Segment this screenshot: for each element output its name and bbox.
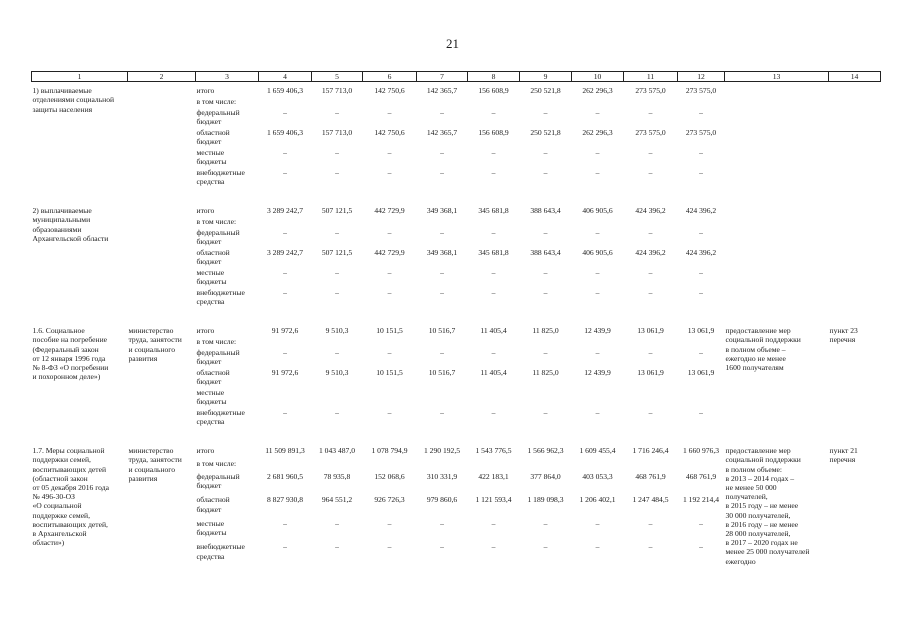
amount-cell xyxy=(572,337,624,348)
amount-cell: – xyxy=(335,268,339,278)
amount-cell: – xyxy=(335,168,339,178)
amount-cell xyxy=(678,97,725,108)
funding-source: внебюджетные средства xyxy=(196,542,245,561)
amount-cell: 349 368,1 xyxy=(426,248,458,258)
amount-cell: – xyxy=(440,268,444,278)
expected-result: предоставление мер социальной поддержки в полном объеме: в 2013 – 2014 годах – не менее 50 000 получателей, в 2015 году – не менее 30 000 получателей, в 2016 году – не менее 28 000 получателей, в 2017 – 2020 годах не менее 25 000 получателей ежегодно xyxy=(725,446,810,566)
amount-cell: – xyxy=(491,228,496,238)
amount-cell xyxy=(417,459,468,472)
amount-cell: – xyxy=(648,518,653,528)
header-cell: 7 xyxy=(417,72,468,82)
amount-cell: – xyxy=(440,542,444,552)
measure-name: 2) выплачиваемые муниципальными образованиями Архангельской области xyxy=(32,206,109,243)
amount-cell xyxy=(312,388,363,408)
amount-cell: 345 681,8 xyxy=(478,248,509,258)
funding-source: федеральный бюджет xyxy=(196,348,240,367)
funding-source: областной бюджет xyxy=(196,248,230,267)
amount-cell: 250 521,8 xyxy=(530,128,561,138)
header-cell: 9 xyxy=(520,72,572,82)
header-cell: 6 xyxy=(363,72,417,82)
amount-cell: 10 151,5 xyxy=(376,368,403,378)
reference-item: пункт 21 перечня xyxy=(829,446,858,465)
amount-cell: – xyxy=(491,108,496,118)
amount-cell: 1 192 214,4 xyxy=(682,495,720,505)
amount-cell: 142 365,7 xyxy=(426,128,458,138)
amount-cell: 13 061,9 xyxy=(637,326,664,336)
amount-cell: – xyxy=(387,542,392,552)
amount-cell: – xyxy=(595,268,600,278)
amount-cell xyxy=(363,97,417,108)
measure-name: 1.7. Меры социальной поддержки семей, воспитывающих детей (областной закон от 05 декабря 2016 года № 496-30-ОЗ «О социальной поддержке семей, воспитывающих детей, в Архангельской области») xyxy=(32,446,109,548)
amount-cell: – xyxy=(595,288,600,298)
funding-source: в том числе: xyxy=(196,337,237,347)
amount-cell: 964 551,2 xyxy=(321,495,353,505)
amount-cell xyxy=(312,459,363,472)
amount-cell xyxy=(624,459,678,472)
amount-cell xyxy=(520,459,572,472)
funding-source: областной бюджет xyxy=(196,368,230,387)
funding-source: областной бюджет xyxy=(196,495,230,514)
amount-cell xyxy=(363,217,417,228)
amount-cell: – xyxy=(648,148,653,158)
header-cell: 4 xyxy=(259,72,312,82)
amount-cell xyxy=(624,337,678,348)
amount-cell: – xyxy=(335,408,339,418)
header-cell: 3 xyxy=(196,72,259,82)
funding-source: итого xyxy=(196,206,215,216)
amount-cell: 273 575,0 xyxy=(685,128,717,138)
amount-cell: – xyxy=(595,168,600,178)
program-table xyxy=(31,71,881,566)
header-cell: 5 xyxy=(312,72,363,82)
amount-cell: 262 296,3 xyxy=(582,86,613,96)
executor: министерство труда, занятости и социального развития xyxy=(128,326,182,363)
amount-cell: – xyxy=(440,148,444,158)
amount-cell: 142 365,7 xyxy=(426,86,458,96)
amount-cell: 10 516,7 xyxy=(428,326,456,336)
amount-cell: – xyxy=(699,288,703,298)
amount-cell: 9 510,3 xyxy=(325,368,349,378)
amount-cell: 1 660 976,3 xyxy=(682,446,720,456)
funding-source: федеральный бюджет xyxy=(196,471,240,491)
amount-cell: – xyxy=(543,268,548,278)
header-cell: 14 xyxy=(829,72,881,82)
amount-cell: – xyxy=(387,348,392,358)
amount-cell: – xyxy=(283,148,287,158)
amount-cell: – xyxy=(699,228,703,238)
amount-cell: – xyxy=(595,542,600,552)
amount-cell: – xyxy=(387,168,392,178)
amount-cell xyxy=(678,337,725,348)
amount-cell: 157 713,0 xyxy=(321,86,353,96)
header-cell: 2 xyxy=(128,72,196,82)
header-cell: 12 xyxy=(678,72,725,82)
amount-cell: – xyxy=(283,348,287,358)
amount-cell: – xyxy=(699,168,703,178)
amount-cell: – xyxy=(491,148,496,158)
amount-cell: 8 827 930,8 xyxy=(266,495,304,505)
amount-cell: 507 121,5 xyxy=(321,206,353,216)
amount-cell: 11 509 891,3 xyxy=(265,446,305,456)
expected-result xyxy=(725,86,829,188)
executor: министерство труда, занятости и социального развития xyxy=(128,446,182,483)
amount-cell: 142 750,6 xyxy=(374,86,405,96)
amount-cell: – xyxy=(543,542,548,552)
funding-source: местные бюджеты xyxy=(196,148,227,167)
measure-name: 1) выплачиваемые отделениями социальной защиты населения xyxy=(32,86,115,114)
amount-cell: 388 643,4 xyxy=(530,248,561,258)
amount-cell: 424 396,2 xyxy=(635,206,666,216)
expected-result xyxy=(725,206,829,308)
amount-cell: – xyxy=(699,408,703,418)
header-cell: 10 xyxy=(572,72,624,82)
funding-source: итого xyxy=(196,326,215,336)
amount-cell: – xyxy=(595,148,600,158)
amount-cell: 1 247 484,5 xyxy=(632,495,669,505)
amount-cell: 406 905,6 xyxy=(582,206,613,216)
amount-cell: 1 290 192,5 xyxy=(423,446,461,456)
reference-item: пункт 23 перечня xyxy=(829,326,858,345)
amount-cell: 10 516,7 xyxy=(428,368,456,378)
amount-cell: – xyxy=(699,268,703,278)
amount-cell xyxy=(259,459,312,472)
funding-source: местные бюджеты xyxy=(196,268,227,287)
amount-cell xyxy=(417,217,468,228)
amount-cell: 3 289 242,7 xyxy=(266,206,304,216)
amount-cell: – xyxy=(699,348,703,358)
amount-cell: 262 296,3 xyxy=(582,128,613,138)
funding-source: местные бюджеты xyxy=(196,518,227,538)
amount-cell xyxy=(520,388,572,408)
block-spacer xyxy=(32,188,881,206)
amount-cell: – xyxy=(283,108,287,118)
amount-cell: – xyxy=(595,408,600,418)
amount-cell xyxy=(520,97,572,108)
amount-cell: – xyxy=(491,408,496,418)
table-row xyxy=(32,206,881,217)
amount-cell: 468 761,9 xyxy=(635,471,666,481)
funding-source: в том числе: xyxy=(196,459,237,469)
amount-cell: – xyxy=(283,542,287,552)
amount-cell: 156 608,9 xyxy=(478,128,509,138)
amount-cell: – xyxy=(699,542,703,552)
funding-source: федеральный бюджет xyxy=(196,228,240,247)
amount-cell: 442 729,9 xyxy=(374,206,405,216)
amount-cell: – xyxy=(595,348,600,358)
amount-cell: – xyxy=(595,518,600,528)
amount-cell: 388 643,4 xyxy=(530,206,561,216)
amount-cell: – xyxy=(440,228,444,238)
amount-cell: – xyxy=(283,168,287,178)
amount-cell: 11 825,0 xyxy=(532,368,559,378)
funding-source: итого xyxy=(196,446,215,456)
amount-cell xyxy=(624,97,678,108)
amount-cell: – xyxy=(491,518,496,528)
amount-cell: 377 864,0 xyxy=(530,471,561,481)
amount-cell: 1 206 402,1 xyxy=(579,495,616,505)
amount-cell: 13 061,9 xyxy=(637,368,664,378)
amount-cell: – xyxy=(335,148,339,158)
amount-cell: – xyxy=(491,348,496,358)
table-body xyxy=(32,72,881,566)
amount-cell: – xyxy=(335,542,339,552)
amount-cell: – xyxy=(387,148,392,158)
amount-cell: 1 566 962,3 xyxy=(527,446,564,456)
amount-cell: – xyxy=(491,168,496,178)
block-spacer xyxy=(32,308,881,326)
amount-cell xyxy=(468,217,520,228)
amount-cell: 1 609 455,4 xyxy=(579,446,616,456)
amount-cell: 152 068,6 xyxy=(374,471,405,481)
amount-cell: 2 681 960,5 xyxy=(266,471,304,481)
amount-cell xyxy=(572,388,624,408)
executor xyxy=(128,86,196,188)
amount-cell: – xyxy=(387,108,392,118)
amount-cell: 142 750,6 xyxy=(374,128,405,138)
amount-cell: 273 575,0 xyxy=(685,86,717,96)
amount-cell: 1 121 593,4 xyxy=(475,495,512,505)
amount-cell xyxy=(259,217,312,228)
amount-cell: – xyxy=(699,148,703,158)
amount-cell: – xyxy=(595,228,600,238)
header-cell: 1 xyxy=(32,72,128,82)
amount-cell: 1 078 794,9 xyxy=(371,446,408,456)
funding-source: итого xyxy=(196,86,215,96)
amount-cell: – xyxy=(335,348,339,358)
amount-cell: 1 543 776,5 xyxy=(475,446,512,456)
amount-cell: – xyxy=(387,518,392,528)
amount-cell: – xyxy=(335,228,339,238)
amount-cell: 9 510,3 xyxy=(325,326,349,336)
amount-cell: 11 405,4 xyxy=(480,368,507,378)
executor xyxy=(128,206,196,308)
amount-cell: – xyxy=(648,408,653,418)
amount-cell: 406 905,6 xyxy=(582,248,613,258)
amount-cell: – xyxy=(387,268,392,278)
amount-cell: – xyxy=(491,288,496,298)
amount-cell: 1 659 406,3 xyxy=(266,86,304,96)
amount-cell: 1 189 098,3 xyxy=(527,495,564,505)
amount-cell xyxy=(572,217,624,228)
amount-cell: – xyxy=(543,348,548,358)
amount-cell xyxy=(624,388,678,408)
amount-cell: 424 396,2 xyxy=(635,248,666,258)
amount-cell: – xyxy=(283,268,287,278)
amount-cell: – xyxy=(543,168,548,178)
amount-cell xyxy=(572,459,624,472)
funding-source: областной бюджет xyxy=(196,128,230,147)
amount-cell: – xyxy=(491,542,496,552)
amount-cell xyxy=(312,337,363,348)
amount-cell: 11 825,0 xyxy=(532,326,559,336)
page-number: 21 xyxy=(446,36,459,51)
amount-cell: 310 331,9 xyxy=(426,471,458,481)
amount-cell xyxy=(363,337,417,348)
funding-source: внебюджетные средства xyxy=(196,408,245,427)
amount-cell: – xyxy=(648,542,653,552)
funding-source: внебюджетные средства xyxy=(196,288,245,307)
amount-cell: – xyxy=(543,148,548,158)
amount-cell xyxy=(312,217,363,228)
amount-cell: 13 061,9 xyxy=(687,326,715,336)
amount-cell: – xyxy=(543,108,548,118)
table-row xyxy=(32,86,881,97)
amount-cell xyxy=(417,337,468,348)
amount-cell: 156 608,9 xyxy=(478,86,509,96)
amount-cell xyxy=(678,217,725,228)
amount-cell xyxy=(624,217,678,228)
amount-cell: – xyxy=(648,108,653,118)
amount-cell: – xyxy=(335,518,339,528)
amount-cell: 442 729,9 xyxy=(374,248,405,258)
header-cell: 11 xyxy=(624,72,678,82)
amount-cell: – xyxy=(283,288,287,298)
amount-cell: 422 183,1 xyxy=(478,471,509,481)
amount-cell xyxy=(259,337,312,348)
amount-cell: – xyxy=(387,228,392,238)
amount-cell: 424 396,2 xyxy=(685,206,717,216)
amount-cell: 979 860,6 xyxy=(426,495,458,505)
amount-cell: – xyxy=(283,408,287,418)
amount-cell xyxy=(520,337,572,348)
amount-cell: – xyxy=(283,228,287,238)
amount-cell xyxy=(468,459,520,472)
amount-cell: – xyxy=(283,518,287,528)
amount-cell: – xyxy=(648,228,653,238)
amount-cell: – xyxy=(387,408,392,418)
amount-cell: 13 061,9 xyxy=(687,368,715,378)
measure-name: 1.6. Социальное пособие на погребение (Федеральный закон от 12 января 1996 года № 8-ФЗ «О погребении и похоронном деле») xyxy=(32,326,109,382)
funding-source: в том числе: xyxy=(196,217,237,227)
amount-cell: 926 726,3 xyxy=(374,495,405,505)
amount-cell xyxy=(678,388,725,408)
amount-cell: 91 972,6 xyxy=(271,368,299,378)
amount-cell: 78 935,8 xyxy=(323,471,351,481)
amount-cell xyxy=(312,97,363,108)
amount-cell: 424 396,2 xyxy=(685,248,717,258)
amount-cell: – xyxy=(440,518,444,528)
amount-cell: – xyxy=(543,288,548,298)
reference-item xyxy=(829,86,881,188)
amount-cell: 3 289 242,7 xyxy=(266,248,304,258)
amount-cell xyxy=(520,217,572,228)
amount-cell: – xyxy=(648,288,653,298)
amount-cell: – xyxy=(543,408,548,418)
amount-cell: 273 575,0 xyxy=(635,86,666,96)
amount-cell xyxy=(417,388,468,408)
amount-cell: – xyxy=(543,228,548,238)
amount-cell: – xyxy=(440,288,444,298)
amount-cell: 91 972,6 xyxy=(271,326,299,336)
amount-cell: 468 761,9 xyxy=(685,471,717,481)
amount-cell: – xyxy=(440,168,444,178)
amount-cell: – xyxy=(440,348,444,358)
table-row xyxy=(32,326,881,337)
amount-cell xyxy=(259,97,312,108)
amount-cell xyxy=(363,388,417,408)
amount-cell: 507 121,5 xyxy=(321,248,353,258)
funding-source: в том числе: xyxy=(196,97,237,107)
funding-source: местные бюджеты xyxy=(196,388,227,407)
amount-cell: 345 681,8 xyxy=(478,206,509,216)
amount-cell: – xyxy=(440,108,444,118)
amount-cell: 403 053,3 xyxy=(582,471,613,481)
amount-cell xyxy=(468,97,520,108)
amount-cell xyxy=(363,459,417,472)
block-spacer xyxy=(32,428,881,446)
amount-cell: – xyxy=(699,108,703,118)
header-cell: 8 xyxy=(468,72,520,82)
amount-cell: 12 439,9 xyxy=(584,368,611,378)
amount-cell: 1 716 246,4 xyxy=(632,446,669,456)
amount-cell xyxy=(468,388,520,408)
amount-cell xyxy=(259,388,312,408)
table-row xyxy=(32,446,881,459)
amount-cell xyxy=(417,97,468,108)
funding-source: федеральный бюджет xyxy=(196,108,240,127)
amount-cell: 1 043 487,0 xyxy=(318,446,356,456)
amount-cell: – xyxy=(387,288,392,298)
amount-cell xyxy=(468,337,520,348)
amount-cell: 10 151,5 xyxy=(376,326,403,336)
amount-cell: 157 713,0 xyxy=(321,128,353,138)
amount-cell: – xyxy=(335,288,339,298)
amount-cell xyxy=(678,459,725,472)
amount-cell: – xyxy=(543,518,548,528)
reference-item xyxy=(829,206,881,308)
amount-cell: – xyxy=(648,348,653,358)
amount-cell: – xyxy=(335,108,339,118)
amount-cell: 1 659 406,3 xyxy=(266,128,304,138)
amount-cell: – xyxy=(491,268,496,278)
funding-source: внебюджетные средства xyxy=(196,168,245,187)
amount-cell: 273 575,0 xyxy=(635,128,666,138)
header-row xyxy=(32,72,881,82)
amount-cell: 250 521,8 xyxy=(530,86,561,96)
amount-cell xyxy=(572,97,624,108)
header-cell: 13 xyxy=(725,72,829,82)
amount-cell: – xyxy=(648,168,653,178)
amount-cell: – xyxy=(648,268,653,278)
amount-cell: – xyxy=(595,108,600,118)
amount-cell: 12 439,9 xyxy=(584,326,611,336)
expected-result: предоставление мер социальной поддержки в полном объеме – ежегодно не менее 1600 получателям xyxy=(725,326,801,373)
amount-cell: 11 405,4 xyxy=(480,326,507,336)
amount-cell: 349 368,1 xyxy=(426,206,458,216)
amount-cell: – xyxy=(440,408,444,418)
amount-cell: – xyxy=(699,518,703,528)
